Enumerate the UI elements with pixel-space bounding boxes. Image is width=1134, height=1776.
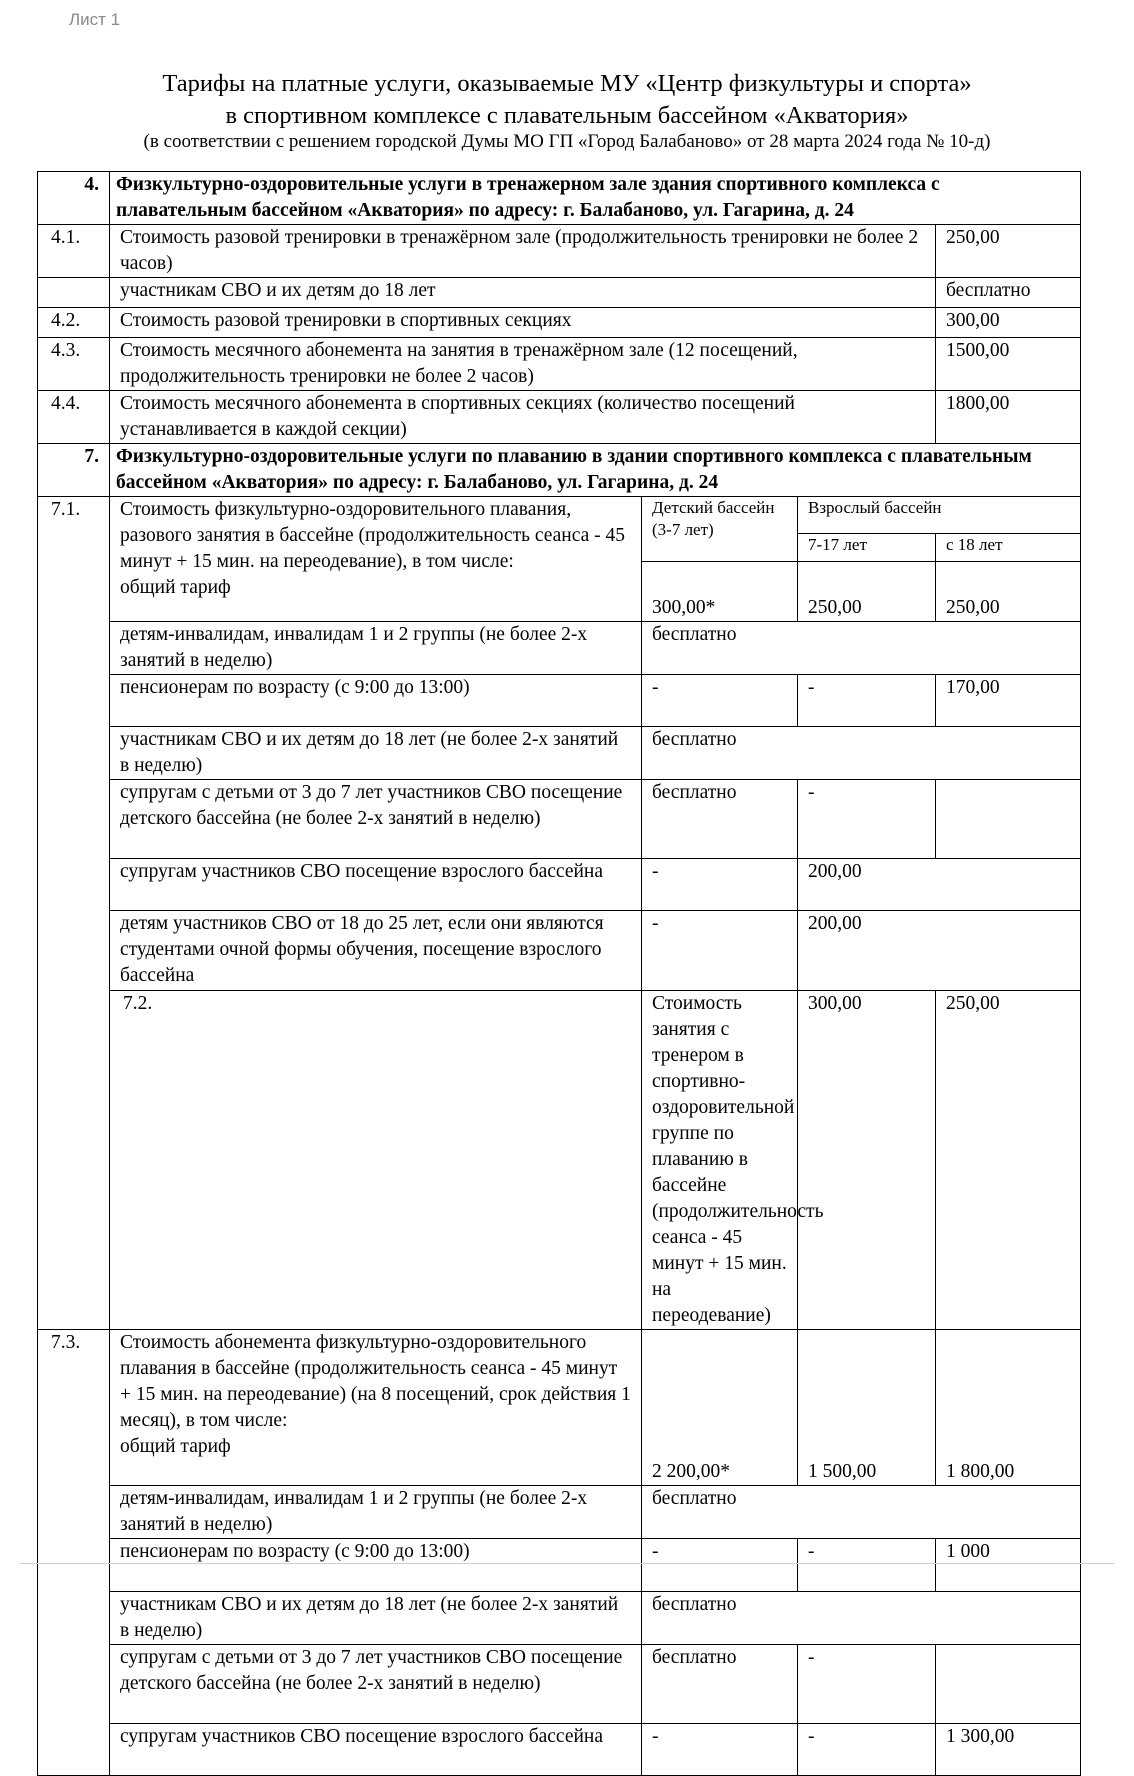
price-18-plus: 1 800,00 [936, 1330, 1081, 1486]
row-description: супругам участников СВО посещение взрослого бассейна [110, 859, 642, 911]
row-price: 300,00 [936, 308, 1081, 338]
row-value: бесплатно [642, 1592, 1081, 1645]
row-description: супругам участников СВО посещение взрослого бассейна [110, 1724, 642, 1776]
row-description: детям-инвалидам, инвалидам 1 и 2 группы (не более 2-х занятий в неделю) [110, 622, 642, 675]
section-title: Физкультурно-оздоровительные услуги в тренажерном зале здания спортивного комплекса с плавательным бассейном «Акватория» по адресу: г. Балабаново, ул. Гагарина, д. 24 [110, 172, 1081, 225]
row-description: детям-инвалидам, инвалидам 1 и 2 группы (не более 2-х занятий в неделю) [110, 1486, 642, 1539]
general-tariff-label: общий тариф [120, 577, 231, 598]
row-description [110, 1330, 642, 1486]
row-description: Стоимость разовой тренировки в спортивных секциях [110, 308, 936, 338]
table-row [38, 278, 1081, 308]
price-child: - [642, 675, 798, 727]
section-title: Физкультурно-оздоровительные услуги по плаванию в здании спортивного комплекса с плавательным бассейном «Акватория» по адресу: г. Балабаново, ул. Гагарина, д. 24 [110, 444, 1081, 497]
row-description: Стоимость разовой тренировки в тренажёрном зале (продолжительность тренировки не более 2 часов) [110, 225, 936, 278]
row-description: участникам СВО и их детям до 18 лет (не более 2-х занятий в неделю) [110, 1592, 642, 1645]
row-price: 250,00 [936, 225, 1081, 278]
price-18-plus: 170,00 [936, 675, 1081, 727]
row-description: участникам СВО и их детям до 18 лет (не более 2-х занятий в неделю) [110, 727, 642, 780]
row-description-text: Стоимость абонемента физкультурно-оздоровительного плавания в бассейне (продолжительность сеанса - 45 минут + 15 мин. на переодевание) (на 8 посещений, срок действия 1 месяц), в том числе: [120, 1332, 631, 1431]
price-7-17: 1 500,00 [798, 1330, 936, 1486]
price-child: - [642, 1724, 798, 1776]
price-7-17: - [798, 1539, 936, 1592]
row-number: 4.4. [38, 391, 110, 444]
price-child: - [642, 911, 798, 991]
table-row [38, 308, 1081, 338]
sheet-label: Лист 1 [69, 10, 121, 29]
column-header-18-plus: с 18 лет [936, 534, 1081, 562]
row-number: 4.2. [38, 308, 110, 338]
table-row [38, 622, 1081, 675]
row-number: 4.3. [38, 338, 110, 391]
row-description: пенсионерам по возрасту (с 9:00 до 13:00) [110, 675, 642, 727]
table-row [38, 991, 1081, 1330]
row-value: бесплатно [642, 1486, 1081, 1539]
row-description: супругам с детьми от 3 до 7 лет участников СВО посещение детского бассейна (не более 2-х занятий в неделю) [110, 780, 642, 859]
row-description: участникам СВО и их детям до 18 лет [110, 278, 936, 308]
price-7-17: - [798, 780, 936, 859]
page-bottom-divider [20, 1563, 1114, 1564]
row-price: 1500,00 [936, 338, 1081, 391]
row-number: 7.1. [38, 497, 110, 1330]
price-child: 300,00* [642, 562, 798, 622]
table-row [38, 391, 1081, 444]
price-child: 2 200,00* [642, 1330, 798, 1486]
section-number: 4. [38, 172, 110, 225]
price-child: 300,00 [798, 991, 936, 1330]
price-18-plus: 1 000 [936, 1539, 1081, 1592]
table-row [38, 225, 1081, 278]
price-7-17: - [798, 675, 936, 727]
price-7-17: 250,00 [936, 991, 1081, 1330]
price-18-plus [936, 780, 1081, 859]
table-row [38, 497, 1081, 534]
section-7-header [38, 444, 1081, 497]
general-tariff-label: общий тариф [120, 1436, 231, 1457]
row-description: супругам с детьми от 3 до 7 лет участников СВО посещение детского бассейна (не более 2-х занятий в неделю) [110, 1645, 642, 1724]
price-adult: 200,00 [798, 911, 1081, 991]
row-description: Стоимость месячного абонемента на занятия в тренажёрном зале (12 посещений, продолжительность тренировки не более 2 часов) [110, 338, 936, 391]
column-header-7-17: 7-17 лет [798, 534, 936, 562]
row-description: пенсионерам по возрасту (с 9:00 до 13:00) [110, 1539, 642, 1592]
row-number [38, 278, 110, 308]
table-row [38, 1539, 1081, 1592]
row-description: Стоимость занятия с тренером в спортивно-оздоровительной группе по плаванию в бассейне (продолжительность сеанса - 45 минут + 15 мин. на переодевание) [642, 991, 798, 1330]
section-4-header [38, 172, 1081, 225]
doc-title-line-2: в спортивном комплексе с плавательным бассейном «Акватория» [225, 102, 909, 129]
column-header-adult-pool: Взрослый бассейн [798, 497, 1081, 534]
doc-title-line-1: Тарифы на платные услуги, оказываемые МУ «Центр физкультуры и спорта» [162, 70, 972, 97]
row-number: 4.1. [38, 225, 110, 278]
price-18-plus: 250,00 [936, 562, 1081, 622]
price-child: бесплатно [642, 780, 798, 859]
row-value: бесплатно [642, 622, 1081, 675]
row-price: бесплатно [936, 278, 1081, 308]
doc-subtitle: (в соответствии с решением городской Думы МО ГП «Город Балабаново» от 28 марта 2024 года № 10-д) [143, 131, 991, 152]
price-child: - [642, 1539, 798, 1592]
table-row [38, 727, 1081, 780]
price-child: - [642, 859, 798, 911]
table-row [38, 780, 1081, 859]
table-row [38, 1486, 1081, 1539]
price-7-17: 250,00 [798, 562, 936, 622]
price-7-17: - [798, 1645, 936, 1724]
row-description [110, 497, 642, 622]
row-number: 7.3. [38, 1330, 110, 1776]
row-description: детям участников СВО от 18 до 25 лет, если они являются студентами очной формы обучения, посещение взрослого бассейна [110, 911, 642, 991]
table-row [38, 675, 1081, 727]
table-row [38, 1724, 1081, 1776]
row-number: 7.2. [110, 991, 642, 1330]
table-row [38, 1330, 1081, 1486]
price-18-plus [936, 1645, 1081, 1724]
price-7-17: - [798, 1724, 936, 1776]
row-description-text: Стоимость физкультурно-оздоровительного плавания, разового занятия в бассейне (продолжительность сеанса - 45 минут + 15 мин. на переодевание), в том числе: [120, 499, 626, 572]
table-row [38, 911, 1081, 991]
column-header-child-pool: Детский бассейн (3-7 лет) [642, 497, 798, 562]
price-18-plus: 1 300,00 [936, 1724, 1081, 1776]
section-number: 7. [38, 444, 110, 497]
table-row [38, 1592, 1081, 1645]
row-value: бесплатно [642, 727, 1081, 780]
price-adult: 200,00 [798, 859, 1081, 911]
row-price: 1800,00 [936, 391, 1081, 444]
price-child: бесплатно [642, 1645, 798, 1724]
tariff-table [37, 171, 1081, 1776]
table-row [38, 1645, 1081, 1724]
table-row [38, 338, 1081, 391]
row-description: Стоимость месячного абонемента в спортивных секциях (количество посещений устанавливается в каждой секции) [110, 391, 936, 444]
table-row [38, 859, 1081, 911]
